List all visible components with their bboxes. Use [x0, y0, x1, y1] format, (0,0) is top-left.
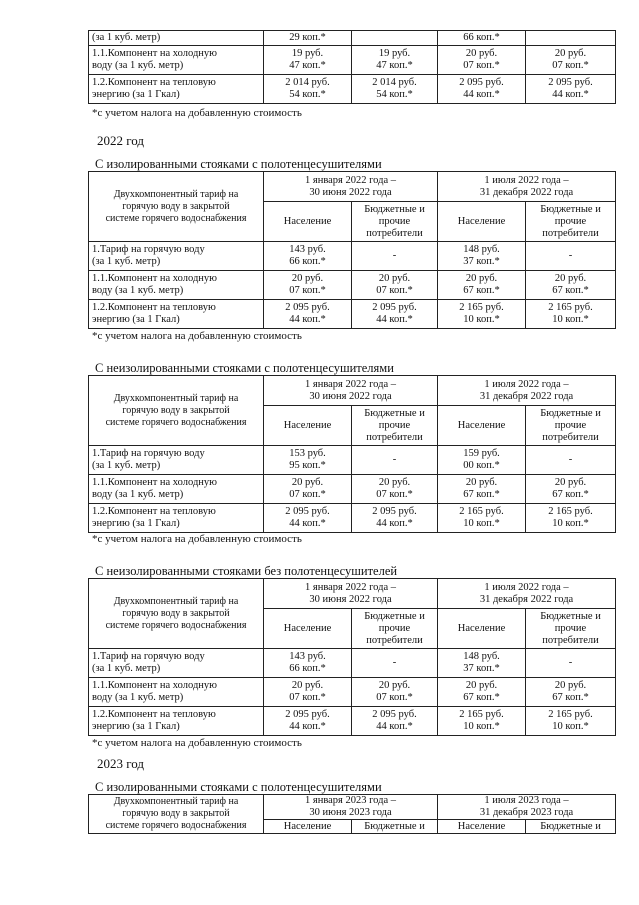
tariff-value-line: 47 коп.* [289, 60, 326, 71]
tariff-value [352, 46, 438, 75]
row-label-line: (за 1 куб. метр) [92, 460, 161, 471]
tariff-value [526, 504, 616, 533]
tariff-value-line: 66 коп.* [463, 32, 500, 43]
column-header-budget [352, 406, 438, 446]
column-header-budget-line: Бюджетные и [540, 820, 601, 832]
tariff-header-label-line: системе горячего водоснабжения [105, 212, 247, 224]
period-header-line: 30 июня 2023 года [309, 807, 392, 818]
period-header-line: 31 декабря 2023 года [479, 807, 574, 818]
column-header-budget-line: Бюджетные и [540, 203, 601, 215]
row-label-line: 1.1.Компонент на холодную [92, 680, 218, 691]
tariff-header-label-line: Двухкомпонентный тариф на [113, 392, 239, 404]
row-label-line: 1.Тариф на горячую воду [92, 651, 205, 662]
tariff-value [526, 46, 616, 75]
tariff-value [352, 504, 438, 533]
column-header-population: Население [264, 820, 352, 834]
tariff-value-line: 20 руб. [291, 477, 324, 488]
tariff-value [526, 75, 616, 104]
row-label [89, 271, 264, 300]
column-header-budget [352, 202, 438, 242]
column-header-budget-line: прочие [554, 622, 587, 634]
row-label [89, 75, 264, 104]
period-header-line: 30 июня 2022 года [309, 390, 392, 402]
vat-note: *с учетом налога на добавленную стоимость [92, 737, 302, 749]
tariff-value [264, 678, 352, 707]
tariff-value-line: 2 095 руб. [285, 709, 330, 720]
tariff-value [438, 707, 526, 736]
row-label [89, 678, 264, 707]
column-header-budget-line: потребители [542, 634, 599, 646]
period-header [264, 579, 438, 609]
row-label-line: воду (за 1 куб. метр) [92, 692, 184, 703]
column-header-budget-line: прочие [554, 419, 587, 431]
tariff-value-line: 159 руб. [463, 448, 500, 459]
tariff-value [264, 649, 352, 678]
tariff-value-line: 44 коп.* [289, 721, 326, 732]
row-label [89, 31, 264, 46]
tariff-value [526, 242, 616, 271]
tariff-value [526, 649, 616, 678]
tariff-value-line: 20 руб. [378, 477, 411, 488]
row-label-line: 1.2.Компонент на тепловую [92, 506, 216, 517]
tariff-value [438, 678, 526, 707]
table-row [89, 504, 616, 533]
period-header-line: 1 июля 2023 года – [484, 795, 569, 806]
row-label-line: 1.2.Компонент на тепловую [92, 77, 216, 88]
table-row [89, 46, 616, 75]
tariff-value [264, 46, 352, 75]
tariff-value-line: 67 коп.* [552, 692, 589, 703]
tariff-header-label-line: системе горячего водоснабжения [105, 820, 247, 831]
tariff-value [526, 446, 616, 475]
tariff-value-line: 66 коп.* [289, 256, 326, 267]
tariff-value-line: 20 руб. [465, 273, 498, 284]
column-header-budget-line: Бюджетные и [364, 203, 425, 215]
row-label-line: энергию (за 1 Гкал) [92, 89, 180, 100]
tariff-value [352, 649, 438, 678]
tariff-value-line: 07 коп.* [463, 60, 500, 71]
tariff-value-line: - [568, 454, 573, 465]
tariff-value-line: 20 руб. [554, 48, 587, 59]
tariff-value-line: 67 коп.* [552, 489, 589, 500]
tariff-value-line: 19 руб. [291, 48, 324, 59]
column-header-budget-line: прочие [378, 622, 411, 634]
tariff-value-line: 54 коп.* [376, 89, 413, 100]
tariff-value [438, 75, 526, 104]
tariff-value-line: 44 коп.* [289, 518, 326, 529]
column-header-budget-line: потребители [366, 227, 423, 239]
tariff-value-line: 44 коп.* [552, 89, 589, 100]
tariff-value [264, 242, 352, 271]
tariff-value-line: 20 руб. [554, 273, 587, 284]
period-header-line: 1 июля 2022 года – [484, 581, 569, 593]
tariff-value-line: 2 095 руб. [285, 302, 330, 313]
column-header-budget-line: прочие [378, 215, 411, 227]
column-header-population: Население [438, 202, 526, 242]
column-header-budget-line: потребители [366, 634, 423, 646]
row-label-line: 1.2.Компонент на тепловую [92, 302, 216, 313]
period-header-line: 1 января 2022 года – [305, 174, 397, 186]
tariff-value-line: 95 коп.* [289, 460, 326, 471]
tariff-value-line: 2 165 руб. [548, 709, 593, 720]
period-header-line: 1 июля 2022 года – [484, 174, 569, 186]
header-row [89, 579, 616, 609]
tariff-value-line: 20 руб. [378, 680, 411, 691]
header-row [89, 795, 616, 820]
table-row [89, 707, 616, 736]
tariff-value-line: 20 руб. [378, 273, 411, 284]
tariff-header-label [89, 376, 264, 446]
tariff-value-line: 153 руб. [289, 448, 326, 459]
column-header-population: Население [438, 609, 526, 649]
tariff-value-line: 10 коп.* [463, 721, 500, 732]
tariff-value-line: 2 165 руб. [548, 506, 593, 517]
tariff-value-line: 07 коп.* [289, 489, 326, 500]
row-label [89, 242, 264, 271]
row-label-line: 1.Тариф на горячую воду [92, 448, 205, 459]
tariff-value-line: 2 095 руб. [459, 77, 504, 88]
tariff-value-line: 10 коп.* [463, 314, 500, 325]
period-header-line: 1 января 2022 года – [305, 378, 397, 390]
header-row [89, 172, 616, 202]
row-label-line: (за 1 куб. метр) [92, 32, 161, 43]
tariff-value-line: 37 коп.* [463, 663, 500, 674]
tariff-header-label-line: горячую воду в закрытой [122, 404, 230, 416]
tariff-value [438, 46, 526, 75]
table-row [89, 242, 616, 271]
tariff-value-line: 19 руб. [378, 48, 411, 59]
row-label [89, 649, 264, 678]
tariff-value-line: 44 коп.* [376, 518, 413, 529]
tariff-value [438, 300, 526, 329]
tariff-table [88, 171, 616, 329]
row-label-line: энергию (за 1 Гкал) [92, 721, 180, 732]
tariff-value-line: 2 014 руб. [372, 77, 417, 88]
tariff-header-label-line: Двухкомпонентный тариф на [113, 188, 239, 200]
period-header [438, 795, 616, 820]
tariff-value-line: 2 014 руб. [285, 77, 330, 88]
tariff-value-line: 148 руб. [463, 651, 500, 662]
tariff-value-line: 20 руб. [291, 273, 324, 284]
row-label-line: 1.1.Компонент на холодную [92, 477, 218, 488]
tariff-value-line: 67 коп.* [463, 489, 500, 500]
tariff-value-line: 07 коп.* [376, 489, 413, 500]
column-header-budget [526, 202, 616, 242]
tariff-value [352, 707, 438, 736]
row-label-line: (за 1 куб. метр) [92, 663, 161, 674]
tariff-value-line: - [568, 250, 573, 261]
tariff-value-line: 20 руб. [554, 680, 587, 691]
column-header-population: Население [264, 202, 352, 242]
period-header-line: 31 декабря 2022 года [479, 390, 574, 402]
tariff-value-line: 2 095 руб. [285, 506, 330, 517]
tariff-header-label [89, 795, 264, 834]
tariff-value-line: 10 коп.* [552, 314, 589, 325]
tariff-value-line: 10 коп.* [552, 721, 589, 732]
tariff-value-line: 2 165 руб. [548, 302, 593, 313]
column-header-budget-line: потребители [542, 227, 599, 239]
section-title: С изолированными стояками с полотенцесушителями [95, 157, 382, 171]
tariff-header-label-line: системе горячего водоснабжения [105, 416, 247, 428]
column-header-population: Население [264, 406, 352, 446]
tariff-value [526, 271, 616, 300]
row-label-line: 1.1.Компонент на холодную [92, 48, 218, 59]
tariff-value-line: 54 коп.* [289, 89, 326, 100]
tariff-table-continuation [88, 30, 616, 104]
table-row [89, 446, 616, 475]
column-header-budget-line: Бюджетные и [364, 610, 425, 622]
tariff-table [88, 375, 616, 533]
column-header-budget-line: потребители [542, 431, 599, 443]
section-title: С неизолированными стояками с полотенцесушителями [95, 361, 394, 375]
tariff-value [526, 300, 616, 329]
row-label [89, 475, 264, 504]
section-title: С изолированными стояками с полотенцесушителями [95, 780, 382, 794]
row-label-line: энергию (за 1 Гкал) [92, 518, 180, 529]
column-header-budget-line: Бюджетные и [364, 820, 425, 832]
vat-note: *с учетом налога на добавленную стоимость [92, 330, 302, 342]
tariff-value-line: - [568, 657, 573, 668]
table-row [89, 31, 616, 46]
column-header-budget [526, 609, 616, 649]
column-header-budget [526, 406, 616, 446]
tariff-header-label-line: Двухкомпонентный тариф на [113, 796, 239, 807]
tariff-header-label-line: горячую воду в закрытой [122, 808, 230, 819]
row-label-line: 1.1.Компонент на холодную [92, 273, 218, 284]
tariff-value [264, 300, 352, 329]
row-label [89, 46, 264, 75]
tariff-value [264, 75, 352, 104]
tariff-value [264, 446, 352, 475]
tariff-value-line: 20 руб. [291, 680, 324, 691]
tariff-value-line: 2 165 руб. [459, 302, 504, 313]
period-header-line: 30 июня 2022 года [309, 593, 392, 605]
tariff-value [438, 649, 526, 678]
tariff-value [352, 678, 438, 707]
tariff-table-partial [88, 794, 616, 834]
column-header-budget-line: Бюджетные и [364, 407, 425, 419]
tariff-value-line: 143 руб. [289, 244, 326, 255]
tariff-value [526, 707, 616, 736]
tariff-value-line: 148 руб. [463, 244, 500, 255]
tariff-value-line: 07 коп.* [376, 692, 413, 703]
tariff-value [526, 475, 616, 504]
table-row [89, 649, 616, 678]
row-label-line: энергию (за 1 Гкал) [92, 314, 180, 325]
tariff-value-line: 2 165 руб. [459, 709, 504, 720]
vat-note: *с учетом налога на добавленную стоимость [92, 533, 302, 545]
tariff-value [264, 504, 352, 533]
tariff-value-line: 37 коп.* [463, 256, 500, 267]
tariff-value-line: - [392, 250, 397, 261]
tariff-value-line: 20 руб. [465, 48, 498, 59]
tariff-value [526, 678, 616, 707]
tariff-value-line: 143 руб. [289, 651, 326, 662]
tariff-value [264, 271, 352, 300]
period-header [264, 795, 438, 820]
tariff-value [264, 707, 352, 736]
row-label [89, 707, 264, 736]
tariff-value-line: 2 165 руб. [459, 506, 504, 517]
tariff-value-line: 10 коп.* [552, 518, 589, 529]
table-row [89, 75, 616, 104]
period-header [438, 579, 616, 609]
period-header [264, 376, 438, 406]
tariff-value [352, 475, 438, 504]
tariff-value [438, 475, 526, 504]
tariff-header-label [89, 172, 264, 242]
tariff-value-line: 44 коп.* [289, 314, 326, 325]
tariff-header-label-line: горячую воду в закрытой [122, 200, 230, 212]
column-header-population: Население [438, 406, 526, 446]
year-heading-2023: 2023 год [97, 756, 144, 771]
tariff-value [352, 31, 438, 46]
row-label-line: 1.Тариф на горячую воду [92, 244, 205, 255]
tariff-value [264, 31, 352, 46]
tariff-header-label [89, 579, 264, 649]
period-header [264, 172, 438, 202]
tariff-table [88, 578, 616, 736]
table-row [89, 678, 616, 707]
tariff-header-label-line: системе горячего водоснабжения [105, 619, 247, 631]
column-header-budget-line: прочие [554, 215, 587, 227]
table-row [89, 300, 616, 329]
row-label-line: (за 1 куб. метр) [92, 256, 161, 267]
tariff-value-line: 00 коп.* [463, 460, 500, 471]
header-row [89, 376, 616, 406]
tariff-value-line: 20 руб. [465, 477, 498, 488]
tariff-value-line: 20 руб. [465, 680, 498, 691]
tariff-value [352, 271, 438, 300]
tariff-value-line: - [392, 454, 397, 465]
period-header-line: 31 декабря 2022 года [479, 593, 574, 605]
tariff-value-line: 07 коп.* [552, 60, 589, 71]
tariff-value-line: 07 коп.* [376, 285, 413, 296]
tariff-value [438, 504, 526, 533]
tariff-value-line: 44 коп.* [376, 721, 413, 732]
vat-note: *с учетом налога на добавленную стоимость [92, 107, 302, 119]
tariff-value-line: 44 коп.* [376, 314, 413, 325]
tariff-value [352, 300, 438, 329]
tariff-value-line: 67 коп.* [463, 285, 500, 296]
table-row [89, 475, 616, 504]
tariff-value-line: 07 коп.* [289, 285, 326, 296]
row-label [89, 446, 264, 475]
period-header-line: 1 июля 2022 года – [484, 378, 569, 390]
tariff-value [438, 271, 526, 300]
period-header-line: 1 января 2022 года – [305, 581, 397, 593]
row-label [89, 300, 264, 329]
column-header-budget [352, 609, 438, 649]
tariff-value [352, 446, 438, 475]
tariff-value-line: 10 коп.* [463, 518, 500, 529]
tariff-value-line: 2 095 руб. [372, 506, 417, 517]
tariff-value-line: 29 коп.* [289, 32, 326, 43]
period-header-line: 30 июня 2022 года [309, 186, 392, 198]
tariff-value-line: 07 коп.* [289, 692, 326, 703]
column-header-budget-line: прочие [378, 419, 411, 431]
section-title: С неизолированными стояками без полотенцесушителей [95, 564, 398, 578]
tariff-value [352, 75, 438, 104]
tariff-value-line: 67 коп.* [463, 692, 500, 703]
column-header-population: Население [264, 609, 352, 649]
column-header-budget-line: Бюджетные и [540, 407, 601, 419]
tariff-value-line: 20 руб. [554, 477, 587, 488]
period-header [438, 172, 616, 202]
period-header-line: 31 декабря 2022 года [479, 186, 574, 198]
period-header-line: 1 января 2023 года – [305, 795, 397, 806]
tariff-value-line: 47 коп.* [376, 60, 413, 71]
column-header-population: Население [438, 820, 526, 834]
period-header [438, 376, 616, 406]
column-header-budget-line: потребители [366, 431, 423, 443]
row-label-line: воду (за 1 куб. метр) [92, 60, 184, 71]
column-header-budget-line: Бюджетные и [540, 610, 601, 622]
tariff-value-line: 66 коп.* [289, 663, 326, 674]
tariff-value [352, 242, 438, 271]
tariff-value-line: 2 095 руб. [548, 77, 593, 88]
row-label-line: воду (за 1 куб. метр) [92, 489, 184, 500]
column-header-budget [352, 820, 438, 834]
table-row [89, 271, 616, 300]
tariff-value [438, 31, 526, 46]
row-label [89, 504, 264, 533]
tariff-value-line: 2 095 руб. [372, 709, 417, 720]
row-label-line: воду (за 1 куб. метр) [92, 285, 184, 296]
tariff-value [438, 242, 526, 271]
tariff-value [264, 475, 352, 504]
tariff-value-line: 2 095 руб. [372, 302, 417, 313]
year-heading-2022: 2022 год [97, 133, 144, 148]
tariff-header-label-line: Двухкомпонентный тариф на [113, 595, 239, 607]
tariff-value-line: - [392, 657, 397, 668]
tariff-value [438, 446, 526, 475]
tariff-value-line: 67 коп.* [552, 285, 589, 296]
tariff-value [526, 31, 616, 46]
row-label-line: 1.2.Компонент на тепловую [92, 709, 216, 720]
tariff-header-label-line: горячую воду в закрытой [122, 607, 230, 619]
tariff-value-line: 44 коп.* [463, 89, 500, 100]
column-header-budget [526, 820, 616, 834]
